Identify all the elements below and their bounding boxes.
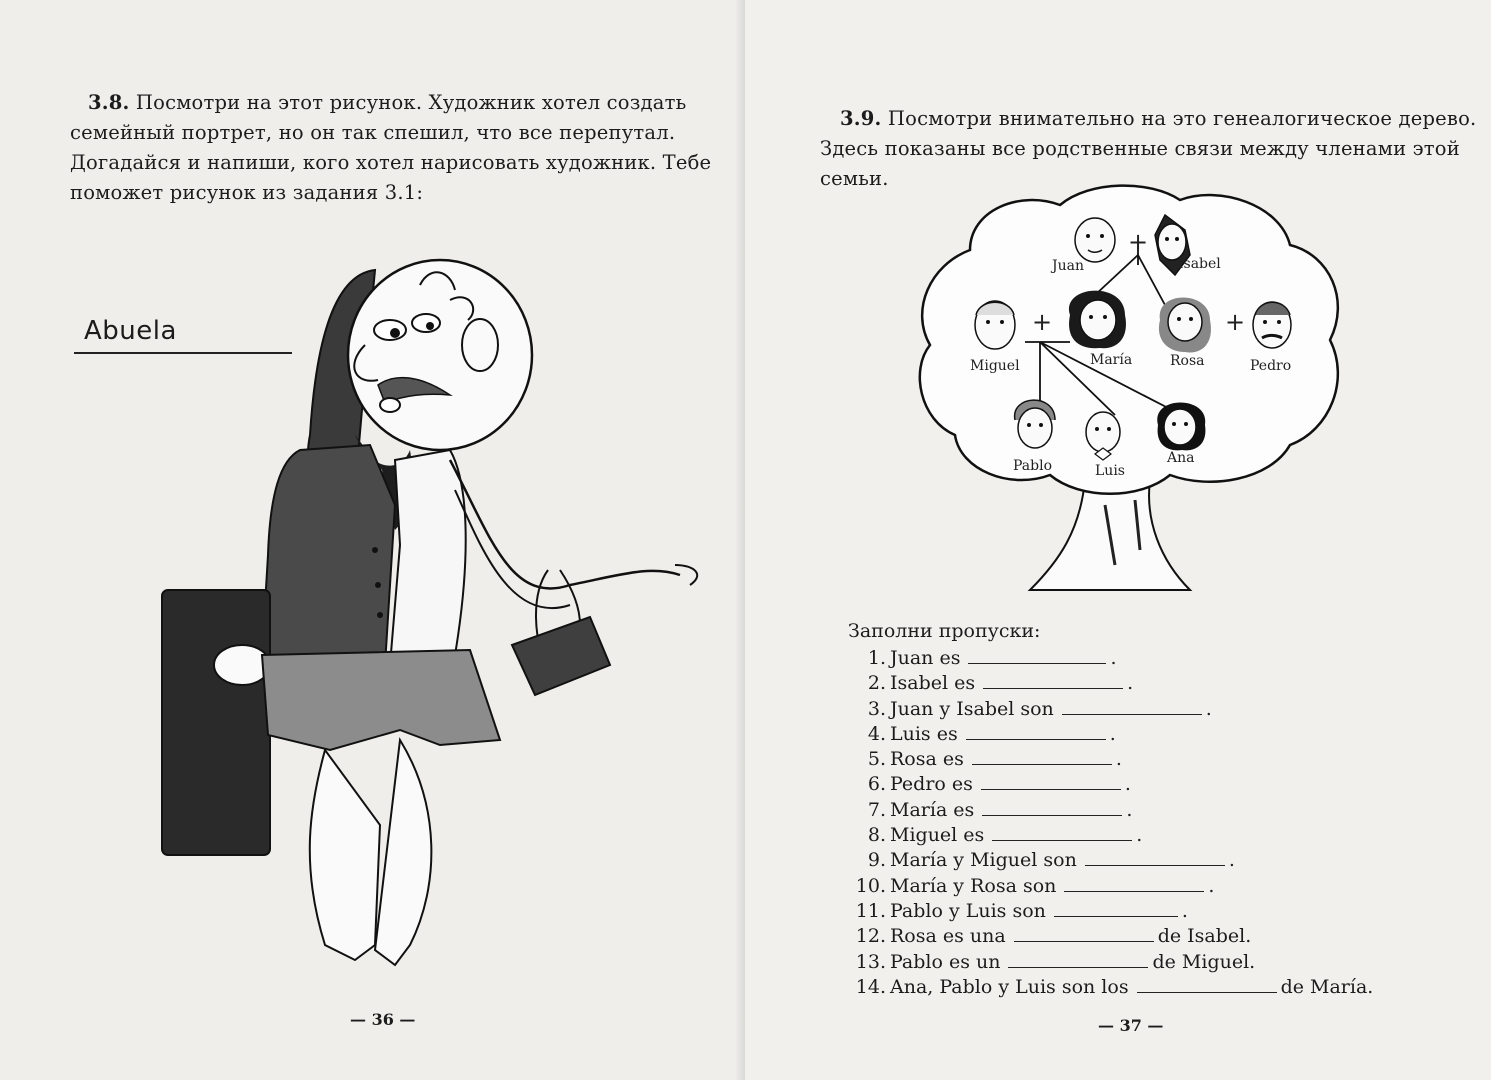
- exercise-text: Juan es: [890, 647, 961, 669]
- answer-blank[interactable]: [1014, 927, 1154, 942]
- plus-sign: +: [1225, 308, 1246, 336]
- exercise-number: 11.: [855, 899, 886, 922]
- exercise-number: 7.: [867, 798, 886, 821]
- page-number: — 37 —: [1098, 1016, 1164, 1035]
- exercise-text: Luis es: [890, 722, 958, 745]
- exercise-number: 8.: [867, 824, 886, 847]
- exercise-number: 13.: [855, 950, 886, 973]
- answer-blank[interactable]: [983, 674, 1123, 689]
- exercise-suffix: .: [1110, 647, 1117, 669]
- name-pedro: Pedro: [1250, 358, 1292, 374]
- exercise-item: [848, 874, 1373, 899]
- fill-in-title: Заполни пропуски:: [848, 620, 1041, 642]
- exercise-suffix: .: [1181, 899, 1188, 922]
- exercise-item: [848, 798, 1373, 823]
- answer-blank[interactable]: [981, 775, 1121, 790]
- exercise-item: [848, 747, 1373, 772]
- exercise-item: [848, 924, 1373, 949]
- task-line: семьи.: [820, 167, 889, 190]
- exercise-text: Isabel es: [890, 672, 976, 695]
- exercise-item: [848, 722, 1373, 747]
- name-ana: Ana: [1167, 450, 1195, 466]
- face-maria: [1069, 291, 1126, 349]
- exercise-text: María es: [890, 798, 975, 821]
- exercise-item: [848, 646, 1373, 671]
- task-3-8: [70, 88, 712, 208]
- family-tree: [910, 180, 1360, 605]
- page-number: — 36 —: [350, 1010, 416, 1029]
- exercise-text: Pedro es: [890, 773, 973, 796]
- exercise-text: María y Miguel son: [890, 849, 1077, 872]
- exercise-number: 14.: [855, 975, 886, 998]
- exercise-item: [848, 848, 1373, 873]
- exercise-number: 5.: [867, 748, 886, 771]
- exercise-number: 2.: [867, 672, 886, 695]
- task-line: Догадайся и напиши, кого хотел нарисовать художник. Тебе: [70, 151, 712, 174]
- exercise-suffix: .: [1205, 697, 1212, 720]
- task-line: семейный портрет, но он так спешил, что все перепутал.: [70, 121, 676, 144]
- exercise-item: [848, 899, 1373, 924]
- fill-in-exercises: [848, 646, 1373, 1000]
- face-pedro: [1253, 302, 1291, 348]
- answer-blank[interactable]: [966, 725, 1106, 740]
- name-pablo: Pablo: [1013, 458, 1053, 474]
- answer-blank[interactable]: [968, 649, 1106, 664]
- answer-blank[interactable]: [1064, 877, 1204, 892]
- exercise-number: 4.: [867, 722, 886, 745]
- face-juan: [1075, 218, 1115, 262]
- name-luis: Luis: [1095, 463, 1125, 479]
- exercise-item: [848, 671, 1373, 696]
- exercise-item: [848, 975, 1373, 1000]
- exercise-suffix: .: [1127, 672, 1134, 695]
- exercise-number: 12.: [855, 925, 886, 948]
- task-number: 3.8.: [88, 91, 130, 114]
- exercise-text: María y Rosa son: [890, 874, 1057, 897]
- exercise-suffix: .: [1228, 849, 1235, 872]
- face-ana: [1157, 403, 1205, 451]
- exercise-text: Rosa es una: [890, 925, 1006, 948]
- name-miguel: Miguel: [970, 358, 1020, 374]
- answer-blank[interactable]: [992, 826, 1132, 841]
- face-rosa: [1159, 298, 1211, 353]
- plus-sign: +: [1128, 228, 1149, 256]
- exercise-text: Rosa es: [890, 748, 964, 771]
- exercise-number: 1.: [867, 647, 886, 669]
- name-juan: Juan: [1052, 258, 1084, 274]
- exercise-text: Ana, Pablo y Luis son los: [890, 975, 1129, 998]
- exercise-text: Pablo es un: [890, 950, 1001, 973]
- task-line: поможет рисунок из задания 3.1:: [70, 181, 424, 204]
- exercise-text: Pablo y Luis son: [890, 899, 1046, 922]
- exercise-suffix: de María.: [1280, 975, 1374, 998]
- exercise-text: Juan y Isabel son: [890, 697, 1054, 720]
- exercise-suffix: de Miguel.: [1152, 950, 1256, 973]
- exercise-suffix: .: [1208, 874, 1215, 897]
- exercise-item: [848, 823, 1373, 848]
- plus-sign: +: [1032, 308, 1053, 336]
- exercise-number: 3.: [867, 697, 886, 720]
- exercise-text: Miguel es: [890, 824, 985, 847]
- task-line: Посмотри внимательно на это генеалогическое дерево.: [887, 107, 1477, 130]
- task-line: Посмотри на этот рисунок. Художник хотел создать: [135, 91, 687, 114]
- exercise-suffix: .: [1109, 722, 1116, 745]
- exercise-suffix: .: [1115, 748, 1122, 771]
- exercise-suffix: .: [1136, 824, 1143, 847]
- answer-blank[interactable]: [982, 801, 1122, 816]
- answer-blank[interactable]: [1085, 851, 1225, 866]
- name-maria: María: [1090, 352, 1133, 368]
- exercise-item: [848, 772, 1373, 797]
- face-miguel: [975, 301, 1015, 349]
- left-page: [0, 0, 745, 1080]
- exercise-item: [848, 697, 1373, 722]
- exercise-suffix: .: [1124, 773, 1131, 796]
- exercise-number: 6.: [867, 773, 886, 796]
- name-isabel: Isabel: [1178, 256, 1221, 272]
- task-number: 3.9.: [840, 107, 882, 130]
- exercise-number: 9.: [867, 849, 886, 872]
- mixed-portrait-illustration: [150, 245, 710, 985]
- exercise-suffix: de Isabel.: [1157, 925, 1252, 948]
- name-rosa: Rosa: [1170, 353, 1205, 369]
- exercise-suffix: .: [1126, 798, 1133, 821]
- answer-blank[interactable]: [1008, 953, 1148, 968]
- answer-blank[interactable]: [1137, 978, 1277, 993]
- answer-blank[interactable]: [972, 750, 1112, 765]
- answer-blank[interactable]: [1062, 700, 1202, 715]
- task-line: Здесь показаны все родственные связи между членами этой: [820, 137, 1460, 160]
- answer-blank[interactable]: [1054, 902, 1178, 917]
- exercise-item: [848, 950, 1373, 975]
- exercise-number: 10.: [855, 874, 886, 897]
- abuela-label: Abuela: [84, 316, 177, 346]
